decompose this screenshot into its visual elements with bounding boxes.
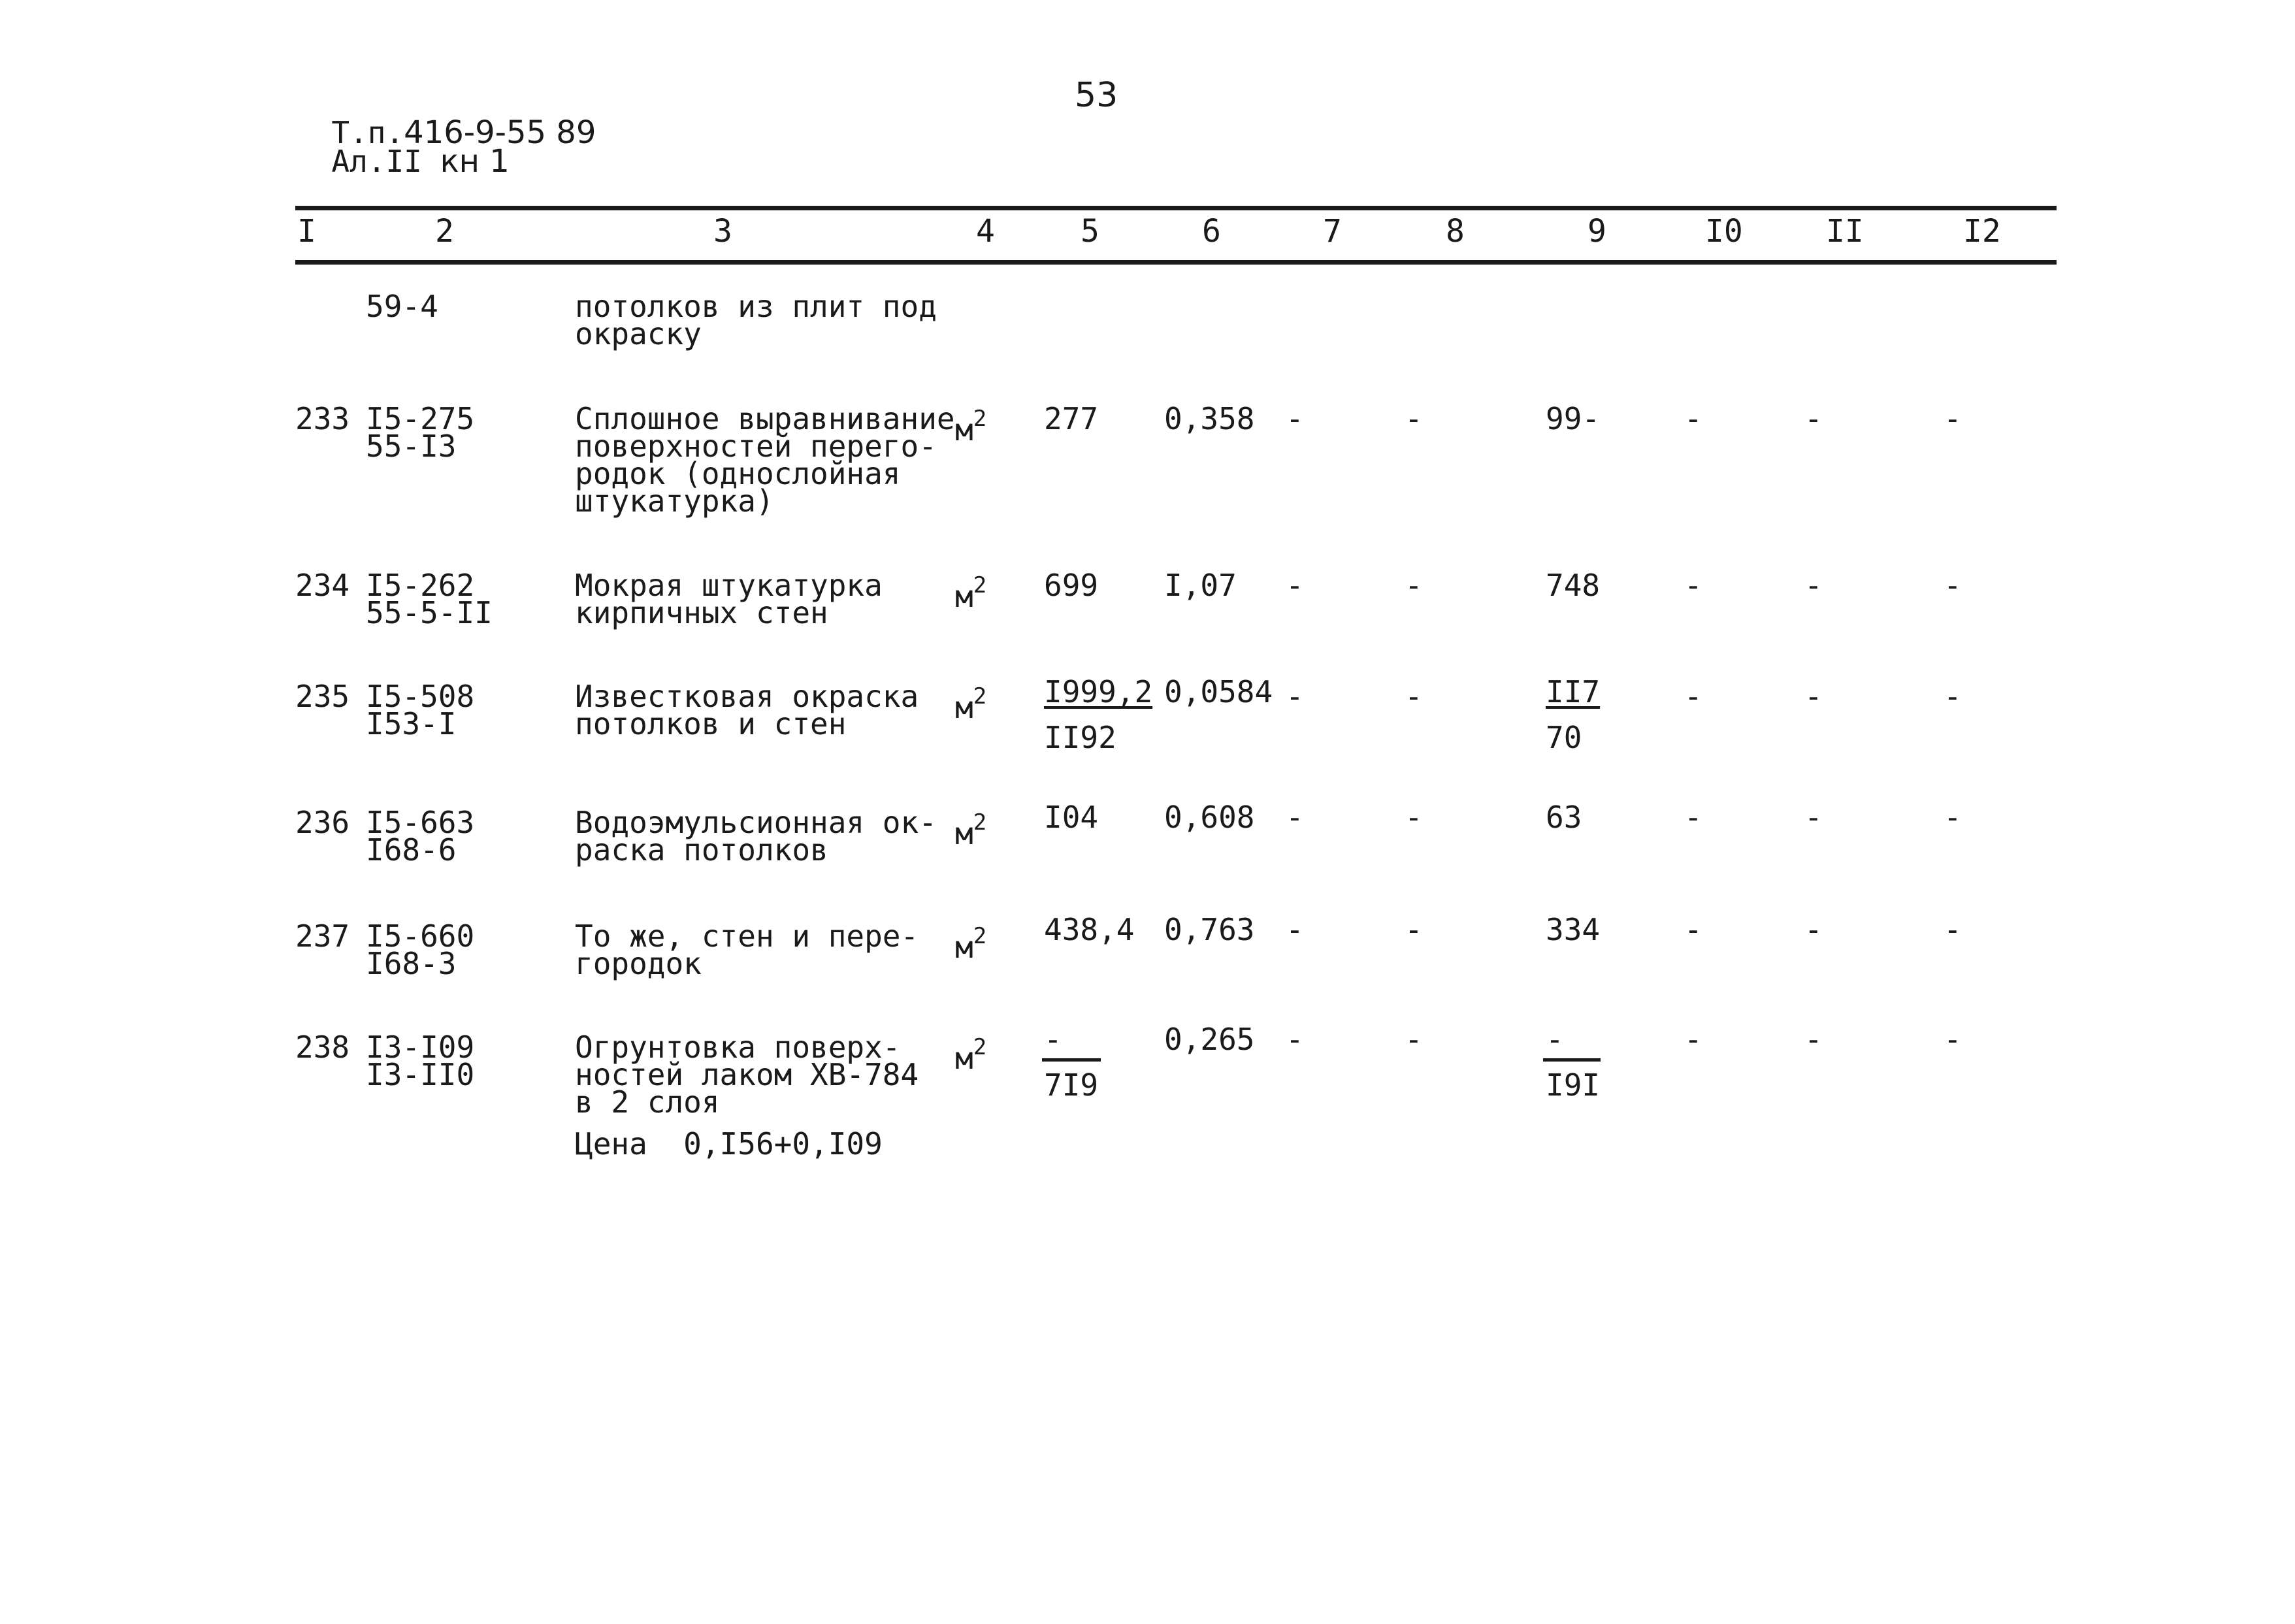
row-number: 238: [295, 1030, 350, 1065]
row-col7: -: [1286, 800, 1304, 835]
row-description: То же, стен и пере- городок: [575, 918, 919, 981]
row-col8: -: [1405, 1022, 1423, 1057]
page-number: 53: [1075, 76, 1118, 115]
row-col12: -: [1944, 679, 1962, 714]
row-codes: I3-I09 I3-II0: [366, 1030, 475, 1092]
row-col10: -: [1684, 800, 1702, 835]
row-col11: -: [1804, 912, 1823, 947]
row-col7: -: [1286, 912, 1304, 947]
row-col12: -: [1944, 1022, 1962, 1057]
row-col11: -: [1804, 568, 1823, 603]
row-codes: I5-275 55-I3: [366, 401, 475, 464]
row-description: Известковая окраска потолков и стен: [575, 679, 919, 741]
col-header-1: I: [297, 213, 316, 250]
row-col7: -: [1286, 1022, 1304, 1057]
row-col9-fraction-bar: [1543, 1058, 1601, 1062]
row-unit: $м^2$: [955, 1034, 987, 1076]
table-header-rule: [295, 260, 2057, 265]
project-prefix: Т.п.: [331, 115, 404, 150]
row-description: Водоэмульсионная ок- раска потолков: [575, 805, 937, 868]
row-quantity-bottom: 7I9: [1044, 1067, 1099, 1103]
row-col9-bottom: 70: [1546, 720, 1582, 755]
col-header-11: II: [1826, 213, 1864, 250]
row-unit: $м^2$: [955, 406, 987, 447]
col-header-12: I2: [1963, 213, 2001, 250]
row-description: Огрунтовка поверх- ностей лаком ХВ-784 в 2 слоя: [575, 1030, 919, 1120]
row-quantity-bottom: II92: [1044, 720, 1116, 755]
row-col9: 63: [1546, 800, 1582, 835]
row-col10: -: [1684, 679, 1702, 714]
row-rate: 0,608: [1164, 800, 1255, 835]
carry-over-description: потолков из плит под окраску: [575, 289, 937, 351]
book-label: кн 1: [440, 143, 510, 180]
row-quantity: 277: [1044, 401, 1099, 436]
project-number: 416-9-55 89: [404, 114, 596, 151]
row-col10: -: [1684, 568, 1702, 603]
col-header-4: 4: [976, 213, 995, 250]
row-col12: -: [1944, 912, 1962, 947]
row-rate: 0,763: [1164, 912, 1255, 947]
row-codes: I5-663 I68-6: [366, 805, 475, 868]
row-col9-top: -: [1546, 1022, 1564, 1057]
row-number: 233: [295, 401, 350, 436]
row-col10: -: [1684, 912, 1702, 947]
row-col7: -: [1286, 679, 1304, 714]
row-number: 235: [295, 679, 350, 714]
row-col11: -: [1804, 800, 1823, 835]
row-col7: -: [1286, 401, 1304, 436]
col-header-8: 8: [1446, 213, 1465, 250]
col-header-3: 3: [713, 213, 732, 250]
row-codes: I5-660 I68-3: [366, 918, 475, 981]
row-col9-top: II7: [1546, 674, 1601, 709]
row-unit: $м^2$: [955, 923, 987, 965]
row-quantity: I04: [1044, 800, 1099, 835]
row-quantity: 438,4: [1044, 912, 1135, 947]
row-unit: $м^2$: [955, 809, 987, 851]
row-col11: -: [1804, 679, 1823, 714]
row-quantity-top: I999,2: [1044, 674, 1153, 709]
album-label: Ал.II: [331, 144, 422, 179]
doc-header-line2: [295, 120, 510, 180]
row-col12: -: [1944, 800, 1962, 835]
row-quantity-top: -: [1044, 1022, 1062, 1057]
col-header-2: 2: [435, 213, 454, 250]
row-unit: $м^2$: [955, 572, 987, 614]
row-rate: 0,265: [1164, 1022, 1255, 1057]
row-description: Мокрая штукатурка кирпичных стен: [575, 568, 883, 630]
col-header-5: 5: [1081, 213, 1099, 250]
row-description: Сплошное выравнивание поверхностей перего- родок (однослойная штукатурка): [575, 401, 955, 519]
col-header-10: I0: [1705, 213, 1743, 250]
row-col9-bottom: I9I: [1546, 1067, 1601, 1103]
col-header-7: 7: [1323, 213, 1342, 250]
row-col11: -: [1804, 401, 1823, 436]
col-header-6: 6: [1202, 213, 1221, 250]
row-col8: -: [1405, 401, 1423, 436]
row-col9: 334: [1546, 912, 1601, 947]
row-col7: -: [1286, 568, 1304, 603]
row-rate: I,07: [1164, 568, 1237, 603]
row-col8: -: [1405, 568, 1423, 603]
row-rate: 0,0584: [1164, 674, 1273, 709]
price-note: Цена 0,I56+0,I09: [575, 1126, 883, 1161]
row-col12: -: [1944, 568, 1962, 603]
row-quantity: 699: [1044, 568, 1099, 603]
col-header-9: 9: [1587, 213, 1606, 250]
row-number: 234: [295, 568, 350, 603]
row-rate: 0,358: [1164, 401, 1255, 436]
table-top-rule: [295, 206, 2057, 210]
row-col8: -: [1405, 800, 1423, 835]
row-codes: I5-508 I53-I: [366, 679, 475, 741]
row-codes: I5-262 55-5-II: [366, 568, 493, 630]
row-col8: -: [1405, 679, 1423, 714]
row-number: 237: [295, 918, 350, 954]
row-col10: -: [1684, 1022, 1702, 1057]
row-col9: 748: [1546, 568, 1601, 603]
carry-over-code: 59-4: [366, 289, 438, 324]
row-col9: 99-: [1546, 401, 1601, 436]
row-col11: -: [1804, 1022, 1823, 1057]
row-unit: $м^2$: [955, 683, 987, 725]
row-number: 236: [295, 805, 350, 840]
row-col8: -: [1405, 912, 1423, 947]
row-quantity-fraction-bar: [1042, 1058, 1101, 1062]
row-col12: -: [1944, 401, 1962, 436]
row-col10: -: [1684, 401, 1702, 436]
